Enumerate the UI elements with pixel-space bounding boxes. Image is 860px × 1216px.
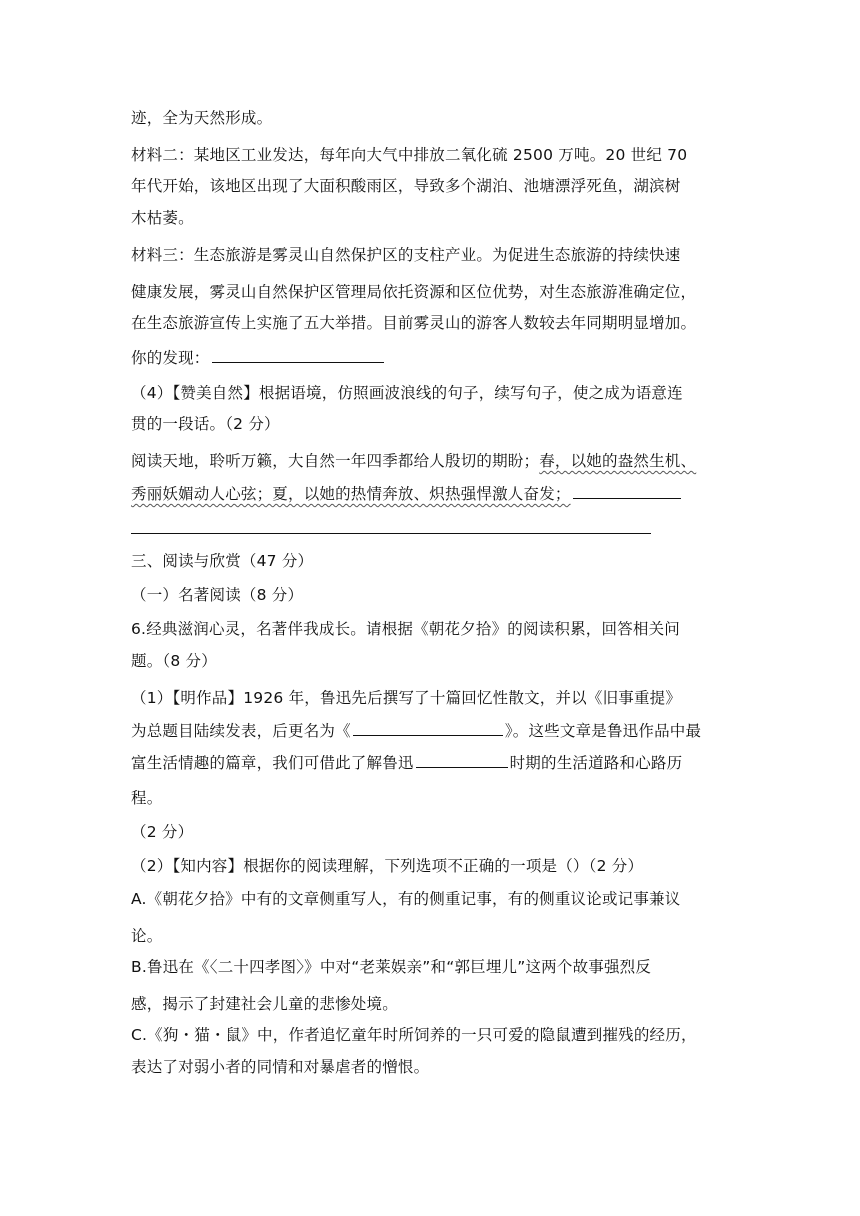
answer-blank-line[interactable] [131,533,651,534]
option-b: B.鲁迅在《〈二十四孝图〉》中对“老莱娱亲”和“郭巨埋儿”这两个故事强烈反 [131,958,652,976]
text-segment: 为总题目陆续发表，后更名为《 [131,722,351,740]
question-1-line: （1）【明作品】1926 年，鲁迅先后撰写了十篇回忆性散文，并以《旧事重提》 [131,689,682,707]
section-heading: 三、阅读与欣赏（47 分） [131,552,314,570]
question-4-line: （4）【赞美自然】根据语境，仿照画波浪线的句子，续写句子，使之成为语意连 [131,384,683,402]
text-segment: 富生活情趣的篇章，我们可借此了解鲁迅 [131,754,414,772]
wavy-underlined-sentence: 春，以她的盎然生机、 [539,452,697,470]
finding-line [131,346,386,368]
material-two-line: 材料二：某地区工业发达，每年向大气中排放二氧化硫 2500 万吨。20 世纪 70 [131,146,688,164]
finding-label: 你的发现： [131,349,210,367]
subsection-heading: （一）名著阅读（8 分） [131,586,304,604]
wavy-underlined-sentence: 秀丽妖媚动人心弦；夏，以她的热情奔放、炽热强悍激人奋发； [131,485,571,503]
text-line: 迹，全为天然形成。 [131,109,273,127]
text-line: 贯的一段话。（2 分） [131,415,280,433]
text-segment: 阅读天地，聆听万籁，大自然一年四季都给人殷切的期盼； [131,452,540,470]
text-line: 在生态旅游宣传上实施了五大举措。目前雾灵山的游客人数较去年同期明显增加。 [131,314,697,332]
answer-blank[interactable] [212,346,384,363]
option-a: A.《朝花夕拾》中有的文章侧重写人，有的侧重记事，有的侧重议论或记事兼议 [131,890,681,908]
text-line: 木枯萎。 [131,209,194,227]
text-line: 健康发展，雾灵山自然保护区管理局依托资源和区位优势，对生态旅游准确定位， [131,283,697,301]
option-c-cont: 表达了对弱小者的同情和对暴虐者的憎恨。 [131,1058,430,1076]
text-line: 题。（8 分） [131,652,217,670]
material-three-line: 材料三：生态旅游是雾灵山自然保护区的支柱产业。为促进生态旅游的持续快速 [131,246,681,264]
answer-blank[interactable] [573,482,681,499]
question-2-line: （2）【知内容】根据你的阅读理解，下列选项不正确的一项是（）（2 分） [131,857,644,875]
option-b-cont: 感，揭示了封建社会儿童的悲惨处境。 [131,995,398,1013]
text-line [131,719,701,741]
text-segment: 》。这些文章是鲁迅作品中最 [504,722,702,740]
text-line [131,451,696,471]
score-line: （2 分） [131,823,194,841]
text-line [131,751,682,773]
text-line [131,482,683,504]
period-blank[interactable] [416,751,508,768]
text-line: 程。 [131,789,163,807]
question-6-line: 6.经典滋润心灵，名著伴我成长。请根据《朝花夕拾》的阅读积累，回答相关问 [131,620,680,638]
text-segment: 时期的生活道路和心路历 [509,754,683,772]
book-title-blank[interactable] [353,719,503,736]
option-c: C.《狗・猫・鼠》中，作者追忆童年时所饲养的一只可爱的隐鼠遭到摧残的经历， [131,1026,697,1044]
text-line: 年代开始，该地区出现了大面积酸雨区，导致多个湖泊、池塘漂浮死鱼，湖滨树 [131,177,681,195]
option-a-cont: 论。 [131,927,163,945]
